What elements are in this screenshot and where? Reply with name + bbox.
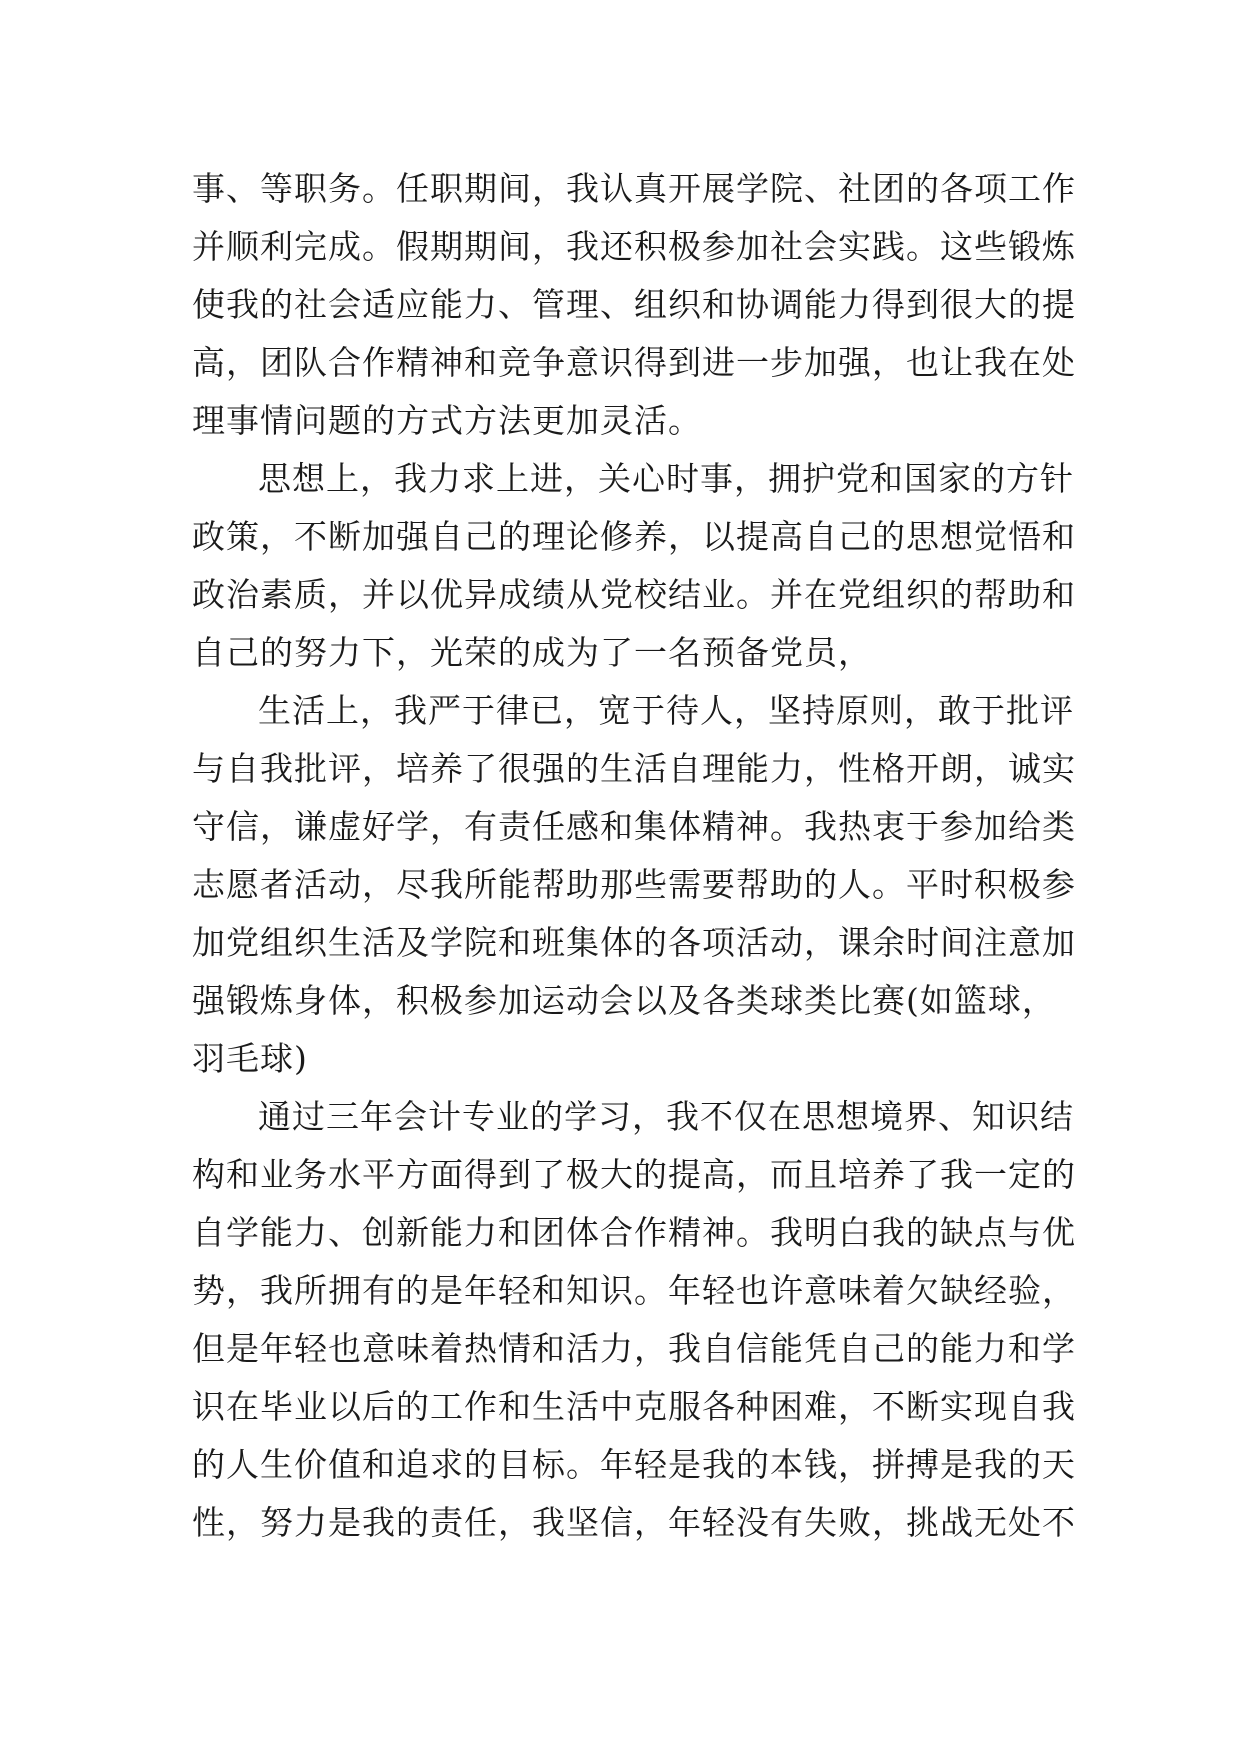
text-line: 思想上，我力求上进，关心时事，拥护党和国家的方针	[258, 459, 1074, 498]
text-line: 构和业务水平方面得到了极大的提高，而且培养了我一定的	[192, 1155, 1076, 1194]
text-line: 势，我所拥有的是年轻和知识。年轻也许意味着欠缺经验，	[192, 1271, 1076, 1310]
text-line: 加党组织生活及学院和班集体的各项活动，课余时间注意加	[192, 923, 1076, 962]
text-line: 使我的社会适应能力、管理、组织和协调能力得到很大的提	[192, 285, 1076, 324]
text-line: 的人生价值和追求的目标。年轻是我的本钱，拼搏是我的天	[192, 1445, 1076, 1484]
text-line: 与自我批评，培养了很强的生活自理能力，性格开朗，诚实	[192, 749, 1076, 788]
text-line: 识在毕业以后的工作和生活中克服各种困难，不断实现自我	[192, 1387, 1076, 1426]
text-line: 自己的努力下，光荣的成为了一名预备党员，	[192, 633, 872, 672]
text-line: 并顺利完成。假期期间，我还积极参加社会实践。这些锻炼	[192, 227, 1076, 266]
text-line: 理事情问题的方式方法更加灵活。	[192, 401, 702, 440]
text-line: 性，努力是我的责任，我坚信，年轻没有失败，挑战无处不	[192, 1503, 1076, 1542]
text-line: 志愿者活动，尽我所能帮助那些需要帮助的人。平时积极参	[192, 865, 1076, 904]
text-line: 羽毛球)	[192, 1039, 308, 1078]
text-line: 生活上，我严于律已，宽于待人，坚持原则，敢于批评	[258, 691, 1074, 730]
text-line: 事、等职务。任职期间，我认真开展学院、社团的各项工作	[192, 169, 1076, 208]
text-line: 高，团队合作精神和竞争意识得到进一步加强，也让我在处	[192, 343, 1076, 382]
text-line: 自学能力、创新能力和团体合作精神。我明白我的缺点与优	[192, 1213, 1076, 1252]
text-line: 政治素质，并以优异成绩从党校结业。并在党组织的帮助和	[192, 575, 1076, 614]
text-line: 但是年轻也意味着热情和活力，我自信能凭自己的能力和学	[192, 1329, 1076, 1368]
text-line: 强锻炼身体，积极参加运动会以及各类球类比赛(如篮球，	[192, 981, 1056, 1020]
text-line: 政策，不断加强自己的理论修养，以提高自己的思想觉悟和	[192, 517, 1076, 556]
text-line: 通过三年会计专业的学习，我不仅在思想境界、知识结	[258, 1097, 1074, 1136]
body-text	[192, 160, 1076, 1552]
text-line: 守信，谦虚好学，有责任感和集体精神。我热衷于参加给类	[192, 807, 1076, 846]
